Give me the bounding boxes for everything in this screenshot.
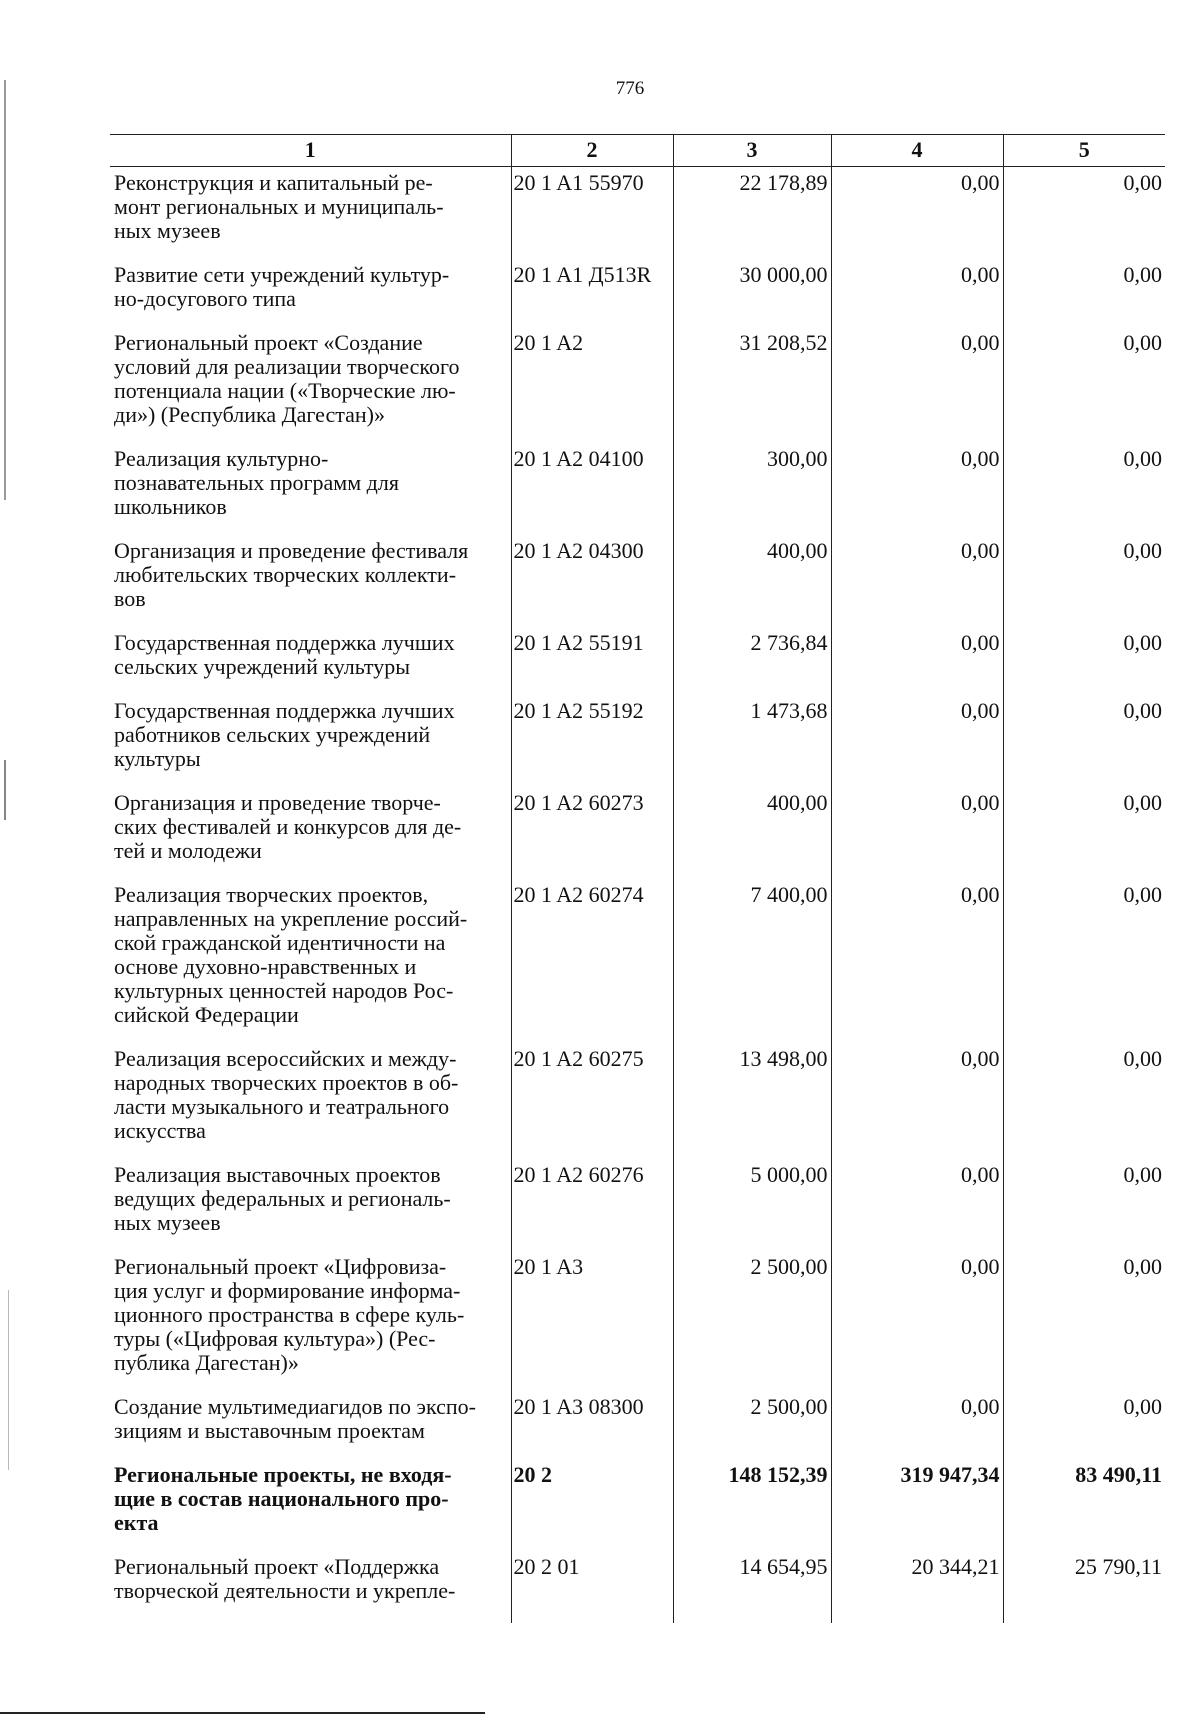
row-value-col5: 0,00 xyxy=(1003,443,1165,535)
table-row xyxy=(110,327,1165,443)
row-value-col3: 5 000,00 xyxy=(673,1159,831,1251)
row-code-cell: 20 2 xyxy=(511,1459,673,1551)
row-value-col4: 0,00 xyxy=(831,1251,1003,1391)
row-name-cell: Региональный проект «Цифровиза- ция услуг и формирование информа- ционного пространства в сфере куль- туры («Цифровая культура») (Рес- публика Дагестан)» xyxy=(114,1254,465,1375)
table-row xyxy=(110,1551,1165,1623)
row-name-cell: Реконструкция и капитальный ре- монт региональных и муниципаль- ных музеев xyxy=(114,170,444,243)
row-value-col5: 25 790,11 xyxy=(1003,1551,1165,1623)
row-value-col4: 0,00 xyxy=(831,695,1003,787)
row-code-cell: 20 1 A2 55192 xyxy=(511,695,673,787)
row-value-col3: 2 500,00 xyxy=(673,1391,831,1459)
row-value-col5: 83 490,11 xyxy=(1003,1459,1165,1551)
row-name-cell: Региональный проект «Поддержка творческой деятельности и укрепле- xyxy=(114,1554,456,1603)
row-name-cell: Реализация творческих проектов, направленных на укрепление россий- ской гражданской идентичности на основе духовно-нравственных и культурных ценностей народов Рос- сийской Федерации xyxy=(114,882,468,1027)
table-row xyxy=(110,695,1165,787)
row-code-cell: 20 1 A2 04100 xyxy=(511,443,673,535)
scan-artifact xyxy=(4,80,6,500)
header-row xyxy=(110,135,1165,167)
row-value-col5: 0,00 xyxy=(1003,1391,1165,1459)
row-code-cell: 20 1 A2 60274 xyxy=(511,879,673,1043)
column-header-2: 2 xyxy=(511,135,673,167)
row-name-cell: Реализация культурно- познавательных программ для школьников xyxy=(114,446,399,519)
row-value-col4: 0,00 xyxy=(831,1159,1003,1251)
row-value-col3: 300,00 xyxy=(673,443,831,535)
row-value-col3: 1 473,68 xyxy=(673,695,831,787)
row-name-cell: Региональный проект «Создание условий для реализации творческого потенциала нации («Творческие лю- ди») (Республика Дагестан)» xyxy=(114,330,460,427)
row-code-cell: 20 1 A2 04300 xyxy=(511,535,673,627)
scan-artifact xyxy=(8,1290,9,1470)
row-value-col3: 14 654,95 xyxy=(673,1551,831,1623)
row-name-cell: Развитие сети учреждений культур- но-досугового типа xyxy=(114,262,450,311)
table-row xyxy=(110,879,1165,1043)
row-name-cell: Реализация всероссийских и между- народных творческих проектов в об- ласти музыкального и театрального искусства xyxy=(114,1046,459,1143)
row-value-col3: 13 498,00 xyxy=(673,1043,831,1159)
row-value-col4: 0,00 xyxy=(831,1043,1003,1159)
table-row xyxy=(110,1391,1165,1459)
row-name-cell: Государственная поддержка лучших работников сельских учреждений культуры xyxy=(114,698,455,771)
row-code-cell: 20 1 A2 60273 xyxy=(511,787,673,879)
row-code-cell: 20 1 A1 Д513R xyxy=(511,259,673,327)
budget-table xyxy=(110,134,1165,1623)
row-code-cell: 20 1 A2 55191 xyxy=(511,627,673,695)
row-value-col4: 0,00 xyxy=(831,627,1003,695)
footer-rule xyxy=(0,1712,485,1714)
row-value-col3: 31 208,52 xyxy=(673,327,831,443)
row-value-col5: 0,00 xyxy=(1003,879,1165,1043)
table-row xyxy=(110,535,1165,627)
row-value-col4: 0,00 xyxy=(831,1391,1003,1459)
page-number: 776 xyxy=(615,78,645,99)
row-value-col5: 0,00 xyxy=(1003,787,1165,879)
row-value-col4: 0,00 xyxy=(831,787,1003,879)
row-value-col3: 22 178,89 xyxy=(673,167,831,260)
row-value-col5: 0,00 xyxy=(1003,327,1165,443)
row-value-col5: 0,00 xyxy=(1003,535,1165,627)
table-row xyxy=(110,1043,1165,1159)
row-value-col3: 148 152,39 xyxy=(673,1459,831,1551)
row-value-col3: 2 500,00 xyxy=(673,1251,831,1391)
column-header-4: 4 xyxy=(831,135,1003,167)
row-value-col5: 0,00 xyxy=(1003,259,1165,327)
row-name-cell: Создание мультимедиагидов по экспо- зициям и выставочным проектам xyxy=(114,1394,476,1443)
row-value-col4: 0,00 xyxy=(831,259,1003,327)
row-value-col3: 7 400,00 xyxy=(673,879,831,1043)
row-code-cell: 20 2 01 xyxy=(511,1551,673,1623)
row-code-cell: 20 1 A2 xyxy=(511,327,673,443)
row-value-col5: 0,00 xyxy=(1003,1043,1165,1159)
row-code-cell: 20 1 A2 60276 xyxy=(511,1159,673,1251)
table-row xyxy=(110,1459,1165,1551)
row-name-cell: Реализация выставочных проектов ведущих федеральных и региональ- ных музеев xyxy=(114,1162,451,1235)
row-value-col5: 0,00 xyxy=(1003,167,1165,260)
row-name-cell: Региональные проекты, не входя- щие в состав национального про- екта xyxy=(114,1462,452,1535)
table-row xyxy=(110,787,1165,879)
table-body xyxy=(110,167,1165,1624)
row-value-col4: 0,00 xyxy=(831,443,1003,535)
column-header-3: 3 xyxy=(673,135,831,167)
row-value-col3: 30 000,00 xyxy=(673,259,831,327)
row-value-col5: 0,00 xyxy=(1003,1159,1165,1251)
row-code-cell: 20 1 A2 60275 xyxy=(511,1043,673,1159)
column-header-5: 5 xyxy=(1003,135,1165,167)
row-name-cell: Организация и проведение творче- ских фестивалей и конкурсов для де- тей и молодежи xyxy=(114,790,462,863)
row-name-cell: Государственная поддержка лучших сельских учреждений культуры xyxy=(114,630,455,679)
row-value-col5: 0,00 xyxy=(1003,1251,1165,1391)
row-value-col4: 0,00 xyxy=(831,167,1003,260)
table-row xyxy=(110,443,1165,535)
row-value-col3: 400,00 xyxy=(673,787,831,879)
row-code-cell: 20 1 A3 08300 xyxy=(511,1391,673,1459)
row-value-col4: 319 947,34 xyxy=(831,1459,1003,1551)
row-value-col4: 0,00 xyxy=(831,327,1003,443)
row-name-cell: Организация и проведение фестиваля любительских творческих коллекти- вов xyxy=(114,538,469,611)
row-value-col5: 0,00 xyxy=(1003,695,1165,787)
row-value-col4: 20 344,21 xyxy=(831,1551,1003,1623)
table-row xyxy=(110,1251,1165,1391)
row-value-col4: 0,00 xyxy=(831,879,1003,1043)
row-value-col3: 400,00 xyxy=(673,535,831,627)
column-header-1: 1 xyxy=(110,135,511,167)
row-value-col4: 0,00 xyxy=(831,535,1003,627)
row-code-cell: 20 1 A3 xyxy=(511,1251,673,1391)
scan-artifact xyxy=(4,760,6,820)
row-code-cell: 20 1 A1 55970 xyxy=(511,167,673,260)
table-row xyxy=(110,627,1165,695)
table-row xyxy=(110,259,1165,327)
row-value-col5: 0,00 xyxy=(1003,627,1165,695)
table-row xyxy=(110,167,1165,260)
row-value-col3: 2 736,84 xyxy=(673,627,831,695)
table-row xyxy=(110,1159,1165,1251)
